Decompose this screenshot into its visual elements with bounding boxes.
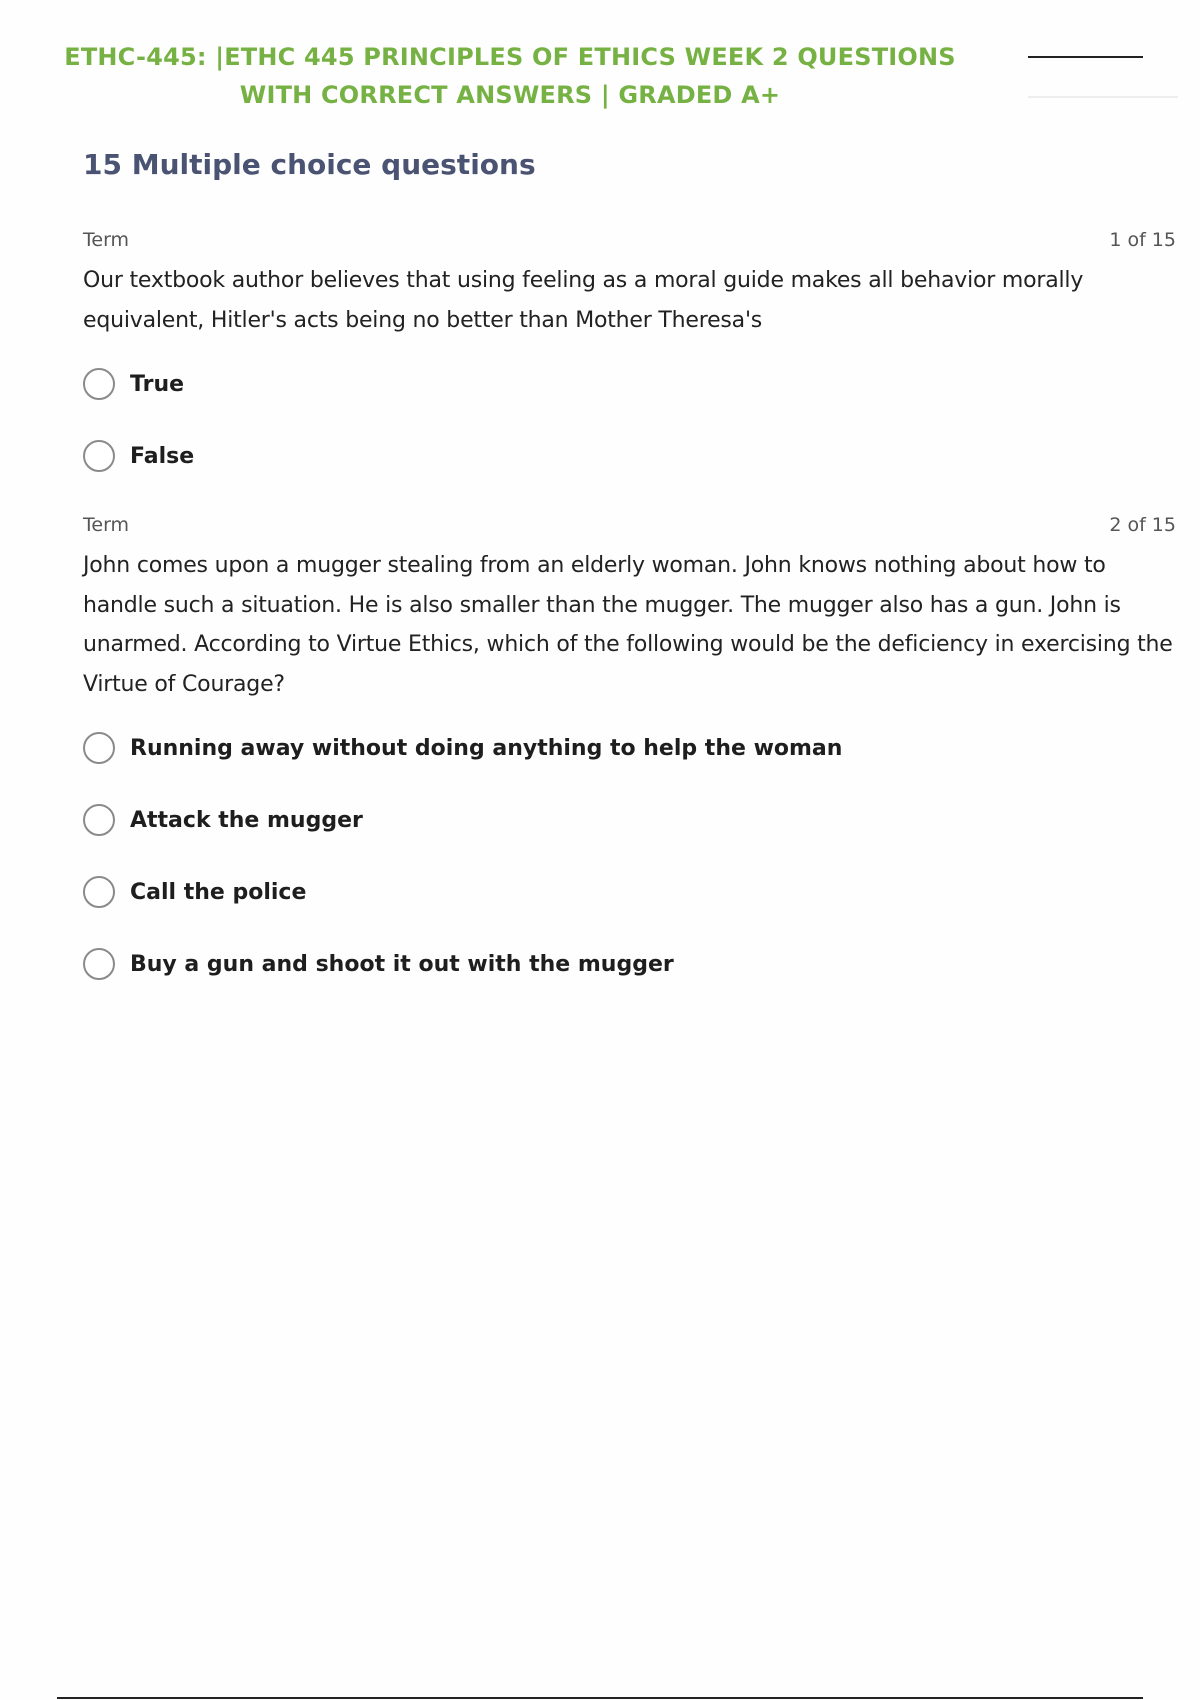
question-1 xyxy=(83,229,1176,476)
document-title xyxy=(50,38,970,114)
answer-option-label: False xyxy=(130,443,195,469)
term-label: Term xyxy=(83,514,130,536)
question-counter: 1 of 15 xyxy=(1109,229,1176,251)
question-text: Our textbook author believes that using feeling as a moral guide makes all behavior morally equivalent, Hitler's acts being no better than Mother Theresa's xyxy=(83,268,1084,333)
document-title-line-1: ETHC-445: |ETHC 445 PRINCIPLES OF ETHICS WEEK 2 QUESTIONS xyxy=(64,43,956,71)
question-text: John comes upon a mugger stealing from an elderly woman. John knows nothing about how to handle such a situation. He is also smaller than the mugger. The mugger also has a gun. John is unarmed. According to Virtue Ethics, which of the following would be the deficiency in exercising the Virtue of Courage? xyxy=(83,553,1173,697)
question-2 xyxy=(83,514,1176,984)
radio-button[interactable] xyxy=(83,804,115,836)
answer-option-attack[interactable] xyxy=(83,800,1176,840)
answer-option-false[interactable] xyxy=(83,436,1176,476)
radio-button[interactable] xyxy=(83,732,115,764)
answer-option-label: True xyxy=(130,371,185,397)
question-header xyxy=(83,514,1176,538)
radio-button[interactable] xyxy=(83,440,115,472)
radio-button[interactable] xyxy=(83,368,115,400)
answer-option-run-away[interactable] xyxy=(83,728,1176,768)
question-counter: 2 of 15 xyxy=(1109,514,1176,536)
footer-divider xyxy=(57,1697,1143,1699)
question-header xyxy=(83,229,1176,253)
term-label: Term xyxy=(83,229,130,251)
answer-option-buy-gun[interactable] xyxy=(83,944,1176,984)
answer-option-label: Call the police xyxy=(130,879,307,905)
answer-option-label: Running away without doing anything to help the woman xyxy=(130,735,843,761)
radio-button[interactable] xyxy=(83,948,115,980)
answer-option-label: Attack the mugger xyxy=(130,807,363,833)
radio-button[interactable] xyxy=(83,876,115,908)
quiz-heading: 15 Multiple choice questions xyxy=(83,148,536,181)
answer-option-call-police[interactable] xyxy=(83,872,1176,912)
title-divider-faint xyxy=(1028,96,1178,98)
answer-option-label: Buy a gun and shoot it out with the mugger xyxy=(130,951,674,977)
title-divider xyxy=(1028,56,1143,58)
document-title-line-2: WITH CORRECT ANSWERS | GRADED A+ xyxy=(239,81,781,109)
answer-option-true[interactable] xyxy=(83,364,1176,404)
